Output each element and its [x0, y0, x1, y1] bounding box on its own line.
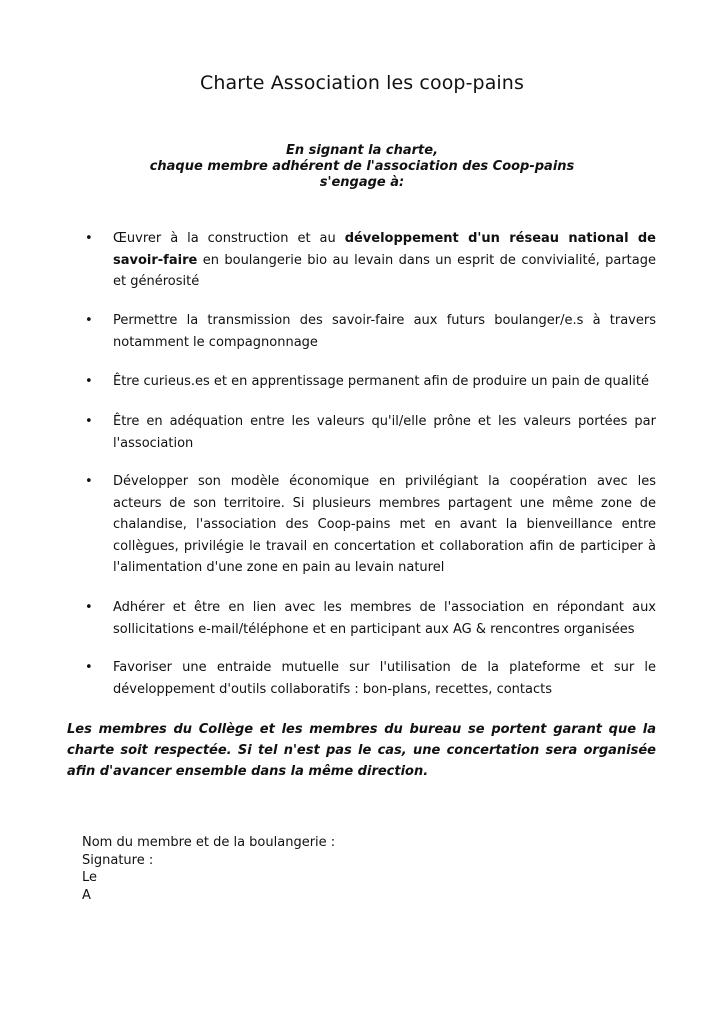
intro-line-1: En signant la charte,: [285, 143, 439, 158]
bullet-icon: •: [85, 414, 93, 429]
list-item-text: Être curieus.es et en apprentissage permanent afin de produire un pain de qualité: [113, 374, 649, 389]
emphasis: développement d'un réseau national de savoir-faire: [113, 231, 656, 268]
bullet-icon: •: [85, 600, 93, 615]
list-item-text: Développer son modèle économique en privilégiant la coopération avec les acteurs de son territoire. Si plusieurs membres partagent une même zone de chalandise, l'association des Coop-pains met en avant la bienveillance entre collègues, privilégie le travail en concertation et collaboration afin de participer à l'alimentation d'une zone en pain au levain naturel: [113, 474, 656, 575]
intro-line-3: s'engage à:: [319, 175, 405, 190]
place-label: A: [82, 887, 91, 903]
list-item-text: Adhérer et être en lien avec les membres de l'association en répondant aux sollicitations e-mail/téléphone et en participant aux AG & rencontres organisées: [113, 600, 656, 637]
bullet-icon: •: [85, 313, 93, 328]
list-item-text: Permettre la transmission des savoir-faire aux futurs boulanger/e.s à travers notamment le compagnonnage: [113, 313, 656, 350]
document-title: Charte Association les coop-pains: [200, 72, 524, 94]
signature-label: Signature :: [82, 852, 154, 868]
intro-block: [0, 143, 724, 191]
list-item-text: Favoriser une entraide mutuelle sur l'utilisation de la plateforme et sur le développement d'outils collaboratifs : bon-plans, recettes, contacts: [113, 660, 656, 697]
bullet-icon: •: [85, 231, 93, 246]
bullet-icon: •: [85, 374, 93, 389]
date-label: Le: [82, 870, 98, 885]
list-item-text: Être en adéquation entre les valeurs qu'il/elle prône et les valeurs portées par l'association: [113, 414, 656, 451]
member-name-label: Nom du membre et de la boulangerie :: [82, 835, 336, 850]
signature-block: [82, 834, 335, 904]
bullet-icon: •: [85, 474, 93, 489]
bullet-icon: •: [85, 660, 93, 675]
list-item-text: Œuvrer à la construction et au développement d'un réseau national de savoir-faire en boulangerie bio au levain dans un esprit de convivialité, partage et générosité: [113, 231, 656, 289]
conclusion-paragraph: Les membres du Collège et les membres du bureau se portent garant que la charte soit respectée. Si tel n'est pas le cas, une concertation sera organisée afin d'avancer ensemble dans la même direction.: [67, 722, 656, 779]
intro-line-2: chaque membre adhérent de l'association des Coop-pains: [149, 159, 575, 174]
